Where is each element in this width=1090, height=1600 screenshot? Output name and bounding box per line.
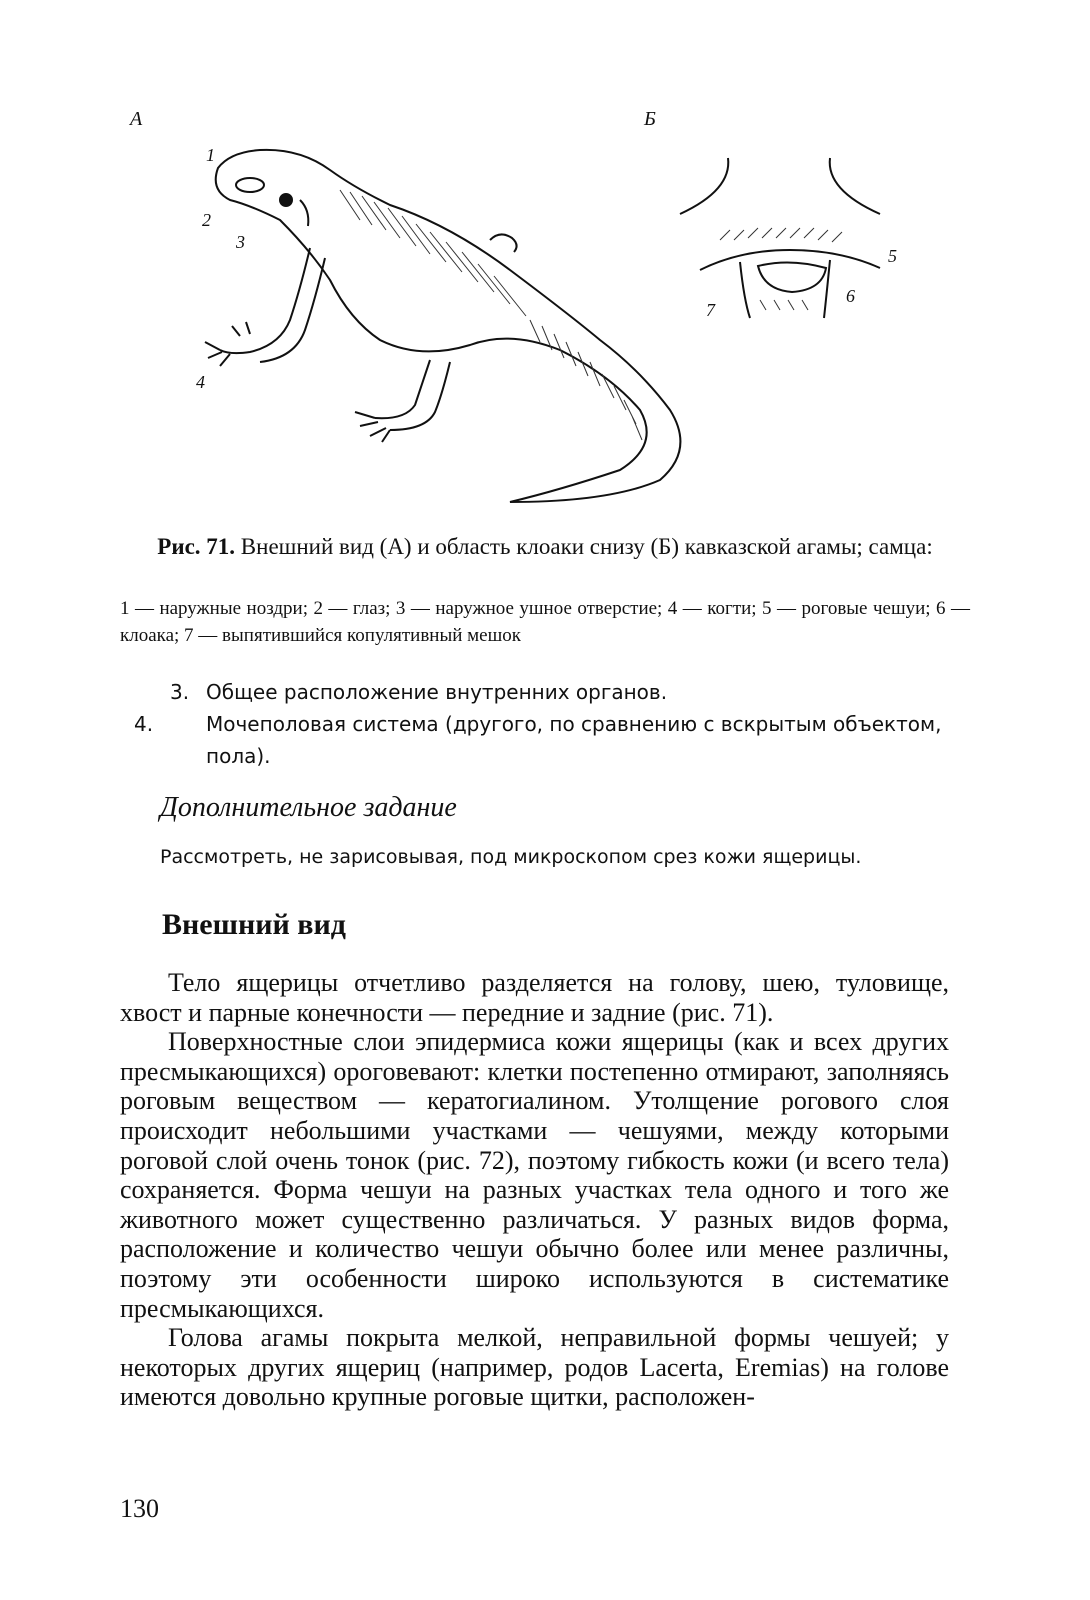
- paragraph: Поверхностные слои эпидермиса кожи ящерицы (как и всех других пресмыкающихся) ороговевают: клетки постепенно отмирают, заполняясь роговым веществом — кератогиалином. Утолщение рогового слоя происходит небольшими участками — чешуями, между которыми роговой слой очень тонок (рис. 72), поэтому гибкость кожи (и всего тела) сохраняется. Форма чешуи на разных участках тела одного и того же животного может существенно различаться. У разных видов форма, расположение и количество чешуи обычно более или менее различны, поэтому эти особенности широко используются в систематике пресмыкающихся.: [120, 1027, 949, 1323]
- section-heading: Внешний вид: [162, 908, 346, 941]
- task-number: 4.: [134, 712, 154, 736]
- figure-label-4: 4: [196, 372, 205, 392]
- figure-legend: 1 — наружные ноздри; 2 — глаз; 3 — наружное ушное отверстие; 4 — когти; 5 — роговые чешуи; 6 — клоака; 7 — выпятившийся копулятивный мешок: [120, 598, 970, 646]
- body-text: [120, 968, 949, 1412]
- figure-label-5: 5: [888, 246, 897, 266]
- panel-label-b: Б: [644, 108, 656, 130]
- extra-task-heading: Дополнительное задание: [160, 792, 457, 823]
- figure-label-2: 2: [202, 210, 211, 230]
- page-number: 130: [120, 1494, 159, 1523]
- paragraph: Тело ящерицы отчетливо разделяется на голову, шею, туловище, хвост и парные конечности — передние и задние (рис. 71).: [120, 968, 949, 1027]
- figure-label-1: 1: [206, 145, 215, 165]
- extra-task-text: Рассмотреть, не зарисовывая, под микроскопом срез кожи ящерицы.: [160, 846, 862, 868]
- paragraph: Голова агамы покрыта мелкой, неправильной формы чешуей; у некоторых других ящериц (например, родов Lacerta, Eremias) на голове имеются довольно крупные роговые щитки, расположен-: [120, 1323, 949, 1412]
- figure-label-6: 6: [846, 286, 855, 306]
- figure-caption-number: Рис. 71.: [157, 534, 236, 559]
- figure-label-3: 3: [236, 232, 245, 252]
- figure-caption-text: Внешний вид (А) и область клоаки снизу (Б) кавказской агамы; самца:: [240, 534, 933, 559]
- task-text: Общее расположение внутренних органов.: [206, 680, 668, 704]
- figure-caption: [120, 532, 970, 562]
- panel-label-a: А: [130, 108, 143, 130]
- task-text: Мочеполовая система (другого, по сравнению с вскрытым объектом, пола).: [206, 712, 942, 768]
- figure-label-7: 7: [706, 300, 715, 320]
- task-number: 3.: [170, 680, 190, 704]
- task-item: [134, 708, 986, 772]
- lizard-illustration: [190, 130, 730, 510]
- task-item: [170, 676, 950, 708]
